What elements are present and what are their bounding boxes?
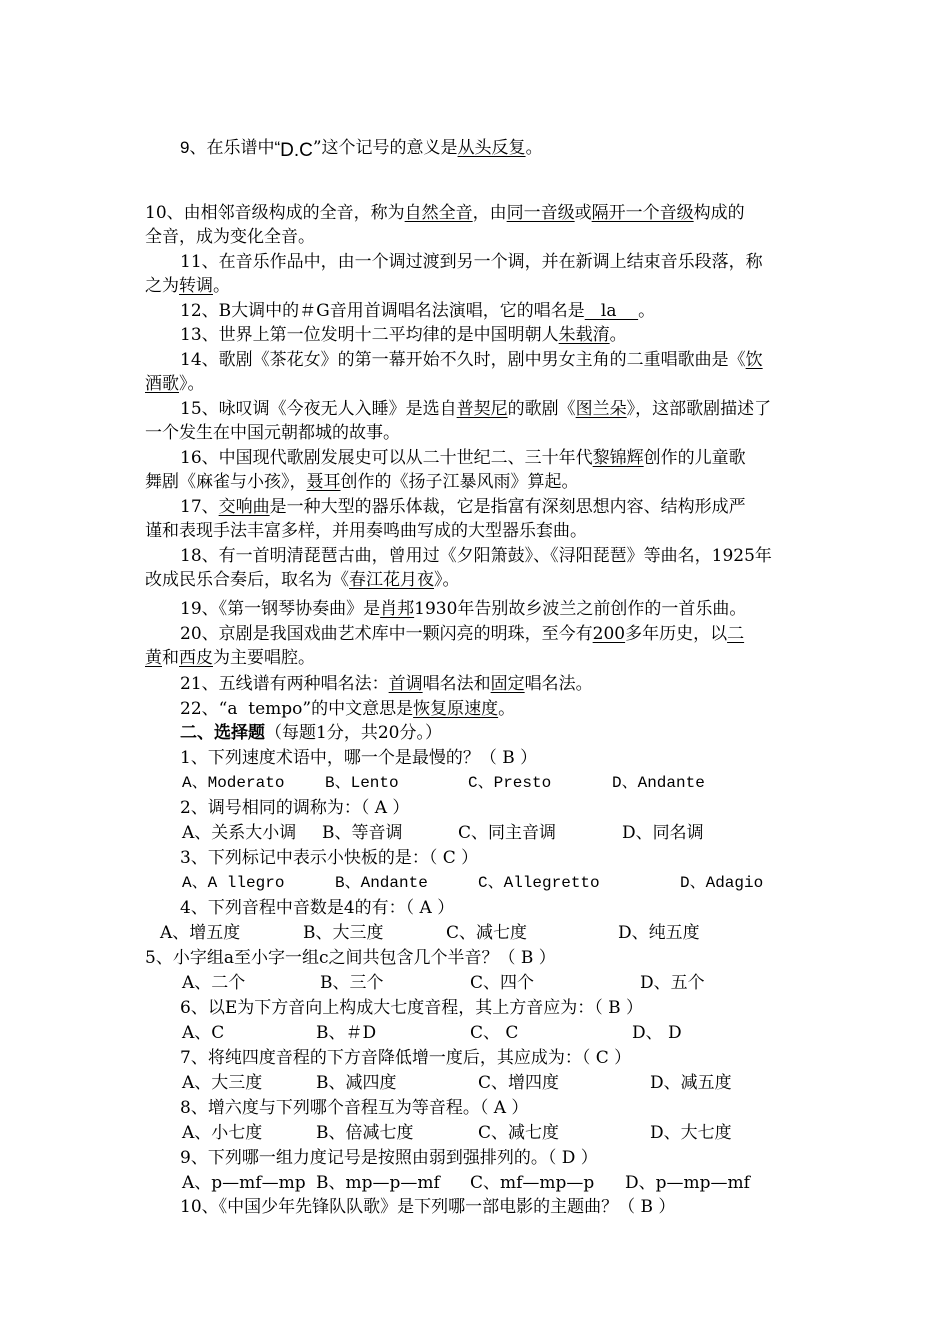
- choice-q3: 3、下列标记中表示小快板的是：（ C ）: [180, 848, 479, 868]
- q11-answer: 转调: [179, 276, 213, 296]
- option-b: B、等音调: [322, 823, 403, 843]
- blank-q17-line1: [180, 495, 746, 519]
- q15-answer-2: 图兰朵: [575, 399, 627, 419]
- option-d: D、五个: [640, 973, 705, 993]
- q22-post: 。: [498, 699, 516, 719]
- blank-q10-line1: [145, 201, 745, 225]
- choice-q3-options: [0, 871, 950, 895]
- option-d: D、 D: [632, 1023, 682, 1043]
- option-d: D、大七度: [650, 1123, 732, 1143]
- blank-q11-line1: 11、在音乐作品中，由一个调过渡到另一个调，并在新调上结束音乐段落，称: [180, 252, 763, 272]
- q14-text: 14、歌剧《茶花女》的第一幕开始不久时，剧中男女主角的二重唱歌曲是《: [180, 350, 746, 370]
- q15-post: 》，这部歌剧描述了: [626, 399, 772, 419]
- option-b: B、倍减七度: [316, 1123, 414, 1143]
- q21-mid: 唱名法和: [422, 674, 491, 694]
- option-b: B、＃D: [316, 1023, 377, 1043]
- q9-text: 9、在乐谱中“: [180, 138, 281, 157]
- option-d: D、Adagio: [680, 874, 764, 892]
- blank-q22: [180, 697, 515, 721]
- option-a: A、p—mf—mp: [182, 1173, 306, 1193]
- option-d: D、减五度: [650, 1073, 732, 1093]
- q21-answer-1: 首调: [388, 674, 423, 694]
- option-a: A、Moderato: [182, 774, 285, 792]
- q18-post: 》。: [434, 570, 460, 590]
- blank-q10-line2: 全音，成为变化全音。: [145, 227, 315, 247]
- blank-q14-line2: [145, 372, 205, 396]
- blank-q16-line1: [180, 446, 746, 470]
- option-b: B、Andante: [335, 874, 428, 892]
- choice-q10: 10、《中国少年先锋队队歌》是下列哪一部电影的主题曲？（ B ）: [180, 1197, 676, 1217]
- q16-post-2: 创作的《扬子江暴风雨》算起。: [340, 472, 579, 492]
- option-c: C、Allegretto: [478, 874, 600, 892]
- q22-answer: 恢复原速度: [413, 699, 499, 719]
- q20-mid: 多年历史，以: [625, 624, 728, 644]
- q16-pre-2: 舞剧《麻雀与小孩》，: [145, 472, 307, 492]
- blank-q17-line2: 谨和表现手法丰富多样，并用奏鸣曲写成的大型器乐套曲。: [145, 521, 587, 541]
- q20-post: 为主要唱腔。: [213, 648, 315, 668]
- option-b: B、大三度: [303, 923, 384, 943]
- q9-post: 。: [525, 138, 543, 158]
- q21-post: 唱名法。: [524, 674, 593, 694]
- q20-answer-2b: 黄: [145, 648, 162, 668]
- option-c: C、减七度: [446, 923, 528, 943]
- option-d: D、纯五度: [618, 923, 700, 943]
- q18-answer: 春江花月夜: [349, 570, 434, 590]
- q13-text: 13、世界上第一位发明十二平均律的是中国明朝人: [180, 325, 559, 345]
- section-heading-choice: [180, 721, 442, 745]
- choice-q5: 5、小字组a至小字一组c之间共包含几个半音？（ B ）: [145, 948, 556, 968]
- q17-pre: 17、: [180, 497, 219, 517]
- q14-answer-part1: 饮: [745, 350, 763, 370]
- option-a: A、二个: [182, 973, 246, 993]
- q16-answer-2: 聂耳: [306, 472, 341, 492]
- option-b: B、mp—p—mf: [316, 1173, 440, 1193]
- q22-text: 22、“a tempo”的中文意思是: [180, 699, 414, 719]
- choice-q8: 8、增六度与下列哪个音程互为等音程。（ A ）: [180, 1098, 529, 1118]
- q15-mid: 的歌剧《: [507, 399, 576, 419]
- blank-q20-line2: [145, 646, 315, 670]
- q15-text: 15、咏叹调《今夜无人入睡》是选自: [180, 399, 457, 419]
- q15-answer-1: 普契尼: [456, 399, 508, 419]
- q18-pre: 改成民乐合奏后，取名为《: [145, 570, 349, 590]
- q10-mid-1: ，由: [472, 203, 507, 223]
- q14-answer-part2: 酒歌: [145, 374, 179, 394]
- blank-q15-line1: [180, 397, 771, 421]
- option-c: C、减七度: [478, 1123, 560, 1143]
- choice-q9-options: [0, 1171, 950, 1195]
- blank-q20-line1: [180, 622, 744, 646]
- q10-answer-1: 自然全音: [404, 203, 473, 223]
- choice-q2-options: [0, 821, 950, 845]
- q20-mid-2: 和: [162, 648, 179, 668]
- q20-answer-3: 西皮: [179, 648, 213, 668]
- q10-text: 10、由相邻音级构成的全音，称为: [145, 203, 405, 223]
- q21-text: 21、五线谱有两种唱名法：: [180, 674, 389, 694]
- q10-mid-2: 或: [574, 203, 592, 223]
- q10-answer-2: 同一音级: [506, 203, 575, 223]
- section-note: （每题1分，共20分。）: [265, 723, 442, 743]
- q20-text: 20、京剧是我国戏曲艺术库中一颗闪亮的明珠，至今有: [180, 624, 593, 644]
- q12-text: 12、B大调中的＃G音用首调唱名法演唱，它的唱名是: [180, 301, 585, 321]
- option-c: C、mf—mp—p: [470, 1173, 595, 1193]
- q10-answer-3: 隔开一个音级: [591, 203, 694, 223]
- choice-q8-options: [0, 1121, 950, 1145]
- dc-symbol: D.C: [280, 140, 313, 161]
- option-c: C、Presto: [468, 774, 552, 792]
- q19-answer: 肖邦: [380, 599, 415, 619]
- choice-q1: 1、下列速度术语中，哪一个是最慢的？（ B ）: [180, 748, 538, 768]
- choice-q6-options: [0, 1021, 950, 1045]
- blank-q14-line1: [180, 348, 763, 372]
- option-c: C、 C: [470, 1023, 519, 1043]
- q9-answer: 从头反复: [457, 138, 526, 158]
- q17-answer: 交响曲: [218, 497, 270, 517]
- q16-text: 16、中国现代歌剧发展史可以从二十世纪二、三十年代: [180, 448, 593, 468]
- blank-q16-line2: [145, 470, 579, 494]
- option-a: A、C: [182, 1023, 225, 1043]
- choice-q7: 7、将纯四度音程的下方音降低增一度后，其应成为：（ C ）: [180, 1048, 632, 1068]
- option-c: C、增四度: [478, 1073, 560, 1093]
- option-c: C、同主音调: [458, 823, 557, 843]
- q16-answer-1: 黎锦辉: [592, 448, 644, 468]
- q12-post: 。: [638, 301, 656, 321]
- q19-post: 1930年告别故乡波兰之前创作的一首乐曲。: [414, 599, 747, 619]
- blank-q12: [180, 299, 655, 323]
- q17-text: 是一种大型的器乐体裁，它是指富有深刻思想内容、结构形成严: [269, 497, 746, 517]
- q13-post: 。: [609, 325, 627, 345]
- blank-q21: [180, 672, 593, 696]
- choice-q7-options: [0, 1071, 950, 1095]
- option-b: B、三个: [320, 973, 384, 993]
- q13-answer: 朱载淯: [558, 325, 610, 345]
- q21-answer-2: 固定: [490, 674, 525, 694]
- choice-q4: 4、下列音程中音数是4的有：（ A ）: [180, 898, 455, 918]
- q12-answer: la: [584, 301, 639, 321]
- q10-post: 构成的: [693, 203, 745, 223]
- blank-q19: [180, 597, 746, 621]
- option-c: C、四个: [470, 973, 535, 993]
- blank-q18-line1: 18、有一首明清琵琶古曲，曾用过《夕阳箫鼓》、《浔阳琵琶》等曲名，1925年: [180, 546, 772, 566]
- option-a: A、增五度: [160, 923, 241, 943]
- choice-q5-options: [0, 971, 950, 995]
- q20-answer-1: 200: [592, 624, 626, 644]
- option-d: D、Andante: [612, 774, 705, 792]
- blank-q15-line2: 一个发生在中国元朝都城的故事。: [145, 423, 400, 443]
- blank-q13: [180, 323, 627, 347]
- option-b: B、减四度: [316, 1073, 397, 1093]
- blank-q18-line2: [145, 568, 460, 592]
- section-title: 二、选择题: [180, 723, 265, 743]
- q16-post-1: 创作的儿童歌: [643, 448, 746, 468]
- option-a: A、小七度: [182, 1123, 263, 1143]
- option-d: D、同名调: [622, 823, 704, 843]
- option-b: B、Lento: [325, 774, 399, 792]
- q11-pre: 之为: [145, 276, 179, 296]
- choice-q6: 6、以E为下方音向上构成大七度音程，其上方音应为：（ B ）: [180, 998, 644, 1018]
- blank-q9: [180, 136, 543, 160]
- option-a: A、关系大小调: [182, 823, 297, 843]
- q19-text: 19、《第一钢琴协奏曲》是: [180, 599, 381, 619]
- option-a: A、A llegro: [182, 874, 285, 892]
- q20-answer-2a: 二: [727, 624, 745, 644]
- choice-q9: 9、下列哪一组力度记号是按照由弱到强排列的。（ D ）: [180, 1148, 598, 1168]
- q9-mid: ”这个记号的意义是: [312, 138, 458, 158]
- choice-q1-options: [0, 771, 950, 795]
- q14-post: 》。: [179, 374, 205, 394]
- choice-q2: 2、调号相同的调称为：（ A ）: [180, 798, 410, 818]
- blank-q11-line2: [145, 274, 230, 298]
- q11-post: 。: [213, 276, 230, 296]
- option-a: A、大三度: [182, 1073, 263, 1093]
- option-d: D、p—mp—mf: [625, 1173, 750, 1193]
- choice-q4-options: [0, 921, 950, 945]
